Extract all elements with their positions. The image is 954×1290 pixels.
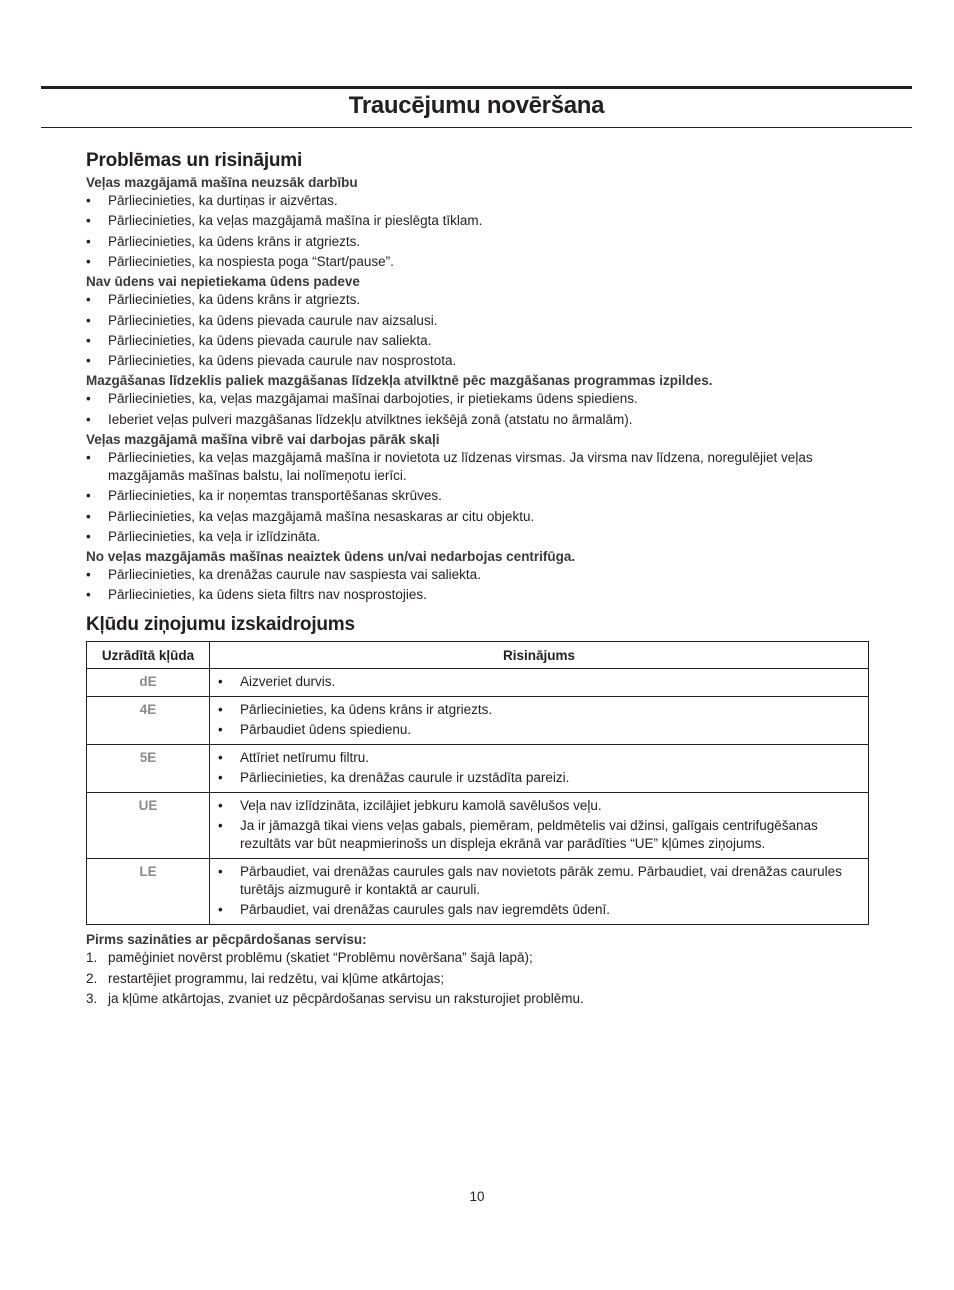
col-header-solution: Risinājums [210, 642, 869, 669]
list-item: • Pārliecinieties, ka ūdens pievada caurule nav nosprostota. [86, 352, 869, 370]
step-text: ja kļūme atkārtojas, zvaniet uz pēcpārdošanas servisu un raksturojiet problēmu. [108, 991, 584, 1007]
list-item: • Pārliecinieties, ka veļas mazgājamā mašīna ir novietota uz līdzenas virsmas. Ja virsma nav līdzena, noregulējiet veļas mazgājamās mašīnas balstu, lai nolīmeņotu ierīci. [86, 449, 869, 485]
list-item: • Pārliecinieties, ka ūdens krāns ir atgriezts. [218, 701, 862, 719]
error-solution [210, 697, 869, 745]
title-rule-top [41, 86, 912, 89]
step-number: 1. [86, 950, 98, 966]
list-item: • Pārbaudiet ūdens spiedienu. [218, 721, 862, 739]
title-rule-bottom [41, 127, 912, 128]
step-text: restartējiet programmu, lai redzētu, vai kļūme atkārtojas; [108, 970, 445, 986]
step-number: 2. [86, 970, 98, 986]
problem-groups [86, 175, 869, 604]
problem-list [86, 449, 869, 546]
list-item: • Pārliecinieties, ka durtiņas ir aizvērtas. [86, 192, 869, 210]
step-item [86, 990, 869, 1008]
problem-list [86, 192, 869, 271]
error-solution [210, 859, 869, 925]
table-row [87, 745, 869, 793]
list-item: • Pārliecinieties, ka ūdens krāns ir atgriezts. [86, 291, 869, 309]
list-item: • Pārliecinieties, ka, veļas mazgājamai mašīnai darbojoties, ir pietiekams ūdens spiediens. [86, 390, 869, 408]
error-code: UE [87, 793, 210, 859]
solution-list [218, 673, 862, 691]
problem-list [86, 566, 869, 604]
problem-list [86, 390, 869, 428]
step-text: pamēģiniet novērst problēmu (skatiet “Problēmu novēršana” šajā lapā); [108, 950, 533, 966]
step-number: 3. [86, 991, 98, 1007]
page-number: 10 [469, 1189, 485, 1204]
error-code: 5E [87, 745, 210, 793]
errors-heading: Kļūdu ziņojumu izskaidrojums [86, 614, 355, 636]
step-item [86, 949, 869, 967]
list-item: • Pārbaudiet, vai drenāžas caurules gals nav iegremdēts ūdenī. [218, 901, 862, 919]
list-item: • Aizveriet durvis. [218, 673, 862, 691]
error-table-header [87, 642, 869, 669]
list-item: • Ja ir jāmazgā tikai viens veļas gabals, piemēram, peldmētelis vai džinsi, galīgais centrifugēšanas rezultāts var būt neapmierinošs un displeja ekrānā var parādīties “UE” kļūmes ziņojums. [218, 817, 862, 853]
list-item: • Pārliecinieties, ka drenāžas caurule nav saspiesta vai saliekta. [86, 566, 869, 584]
table-row [87, 859, 869, 925]
contact-title: Pirms sazināties ar pēcpārdošanas servisu: [86, 932, 367, 948]
table-row [87, 669, 869, 697]
error-solution [210, 793, 869, 859]
list-item: • Ieberiet veļas pulveri mazgāšanas līdzekļu atvilktnes iekšējā zonā (atstatu no ārmalām). [86, 411, 869, 429]
problem-list [86, 291, 869, 370]
error-code: 4E [87, 697, 210, 745]
solution-list [218, 749, 862, 787]
problem-title: No veļas mazgājamās mašīnas neaiztek ūdens un/vai nedarbojas centrifūga. [86, 548, 576, 564]
problem-title: Nav ūdens vai nepietiekama ūdens padeve [86, 274, 360, 290]
list-item: • Pārliecinieties, ka ūdens pievada caurule nav saliekta. [86, 332, 869, 350]
problem-title: Veļas mazgājamā mašīna vibrē vai darbojas pārāk skaļi [86, 431, 440, 447]
solution-list [218, 797, 862, 853]
list-item: • Pārliecinieties, ka ūdens sieta filtrs nav nosprostojies. [86, 586, 869, 604]
problems-heading: Problēmas un risinājumi [86, 150, 303, 171]
list-item: • Pārliecinieties, ka drenāžas caurule ir uzstādīta pareizi. [218, 769, 862, 787]
list-item: • Pārliecinieties, ka ūdens pievada caurule nav aizsalusi. [86, 312, 869, 330]
list-item: • Pārliecinieties, ka veļas mazgājamā mašīna ir pieslēgta tīklam. [86, 212, 869, 230]
list-item: • Pārliecinieties, ka veļas mazgājamā mašīna nesaskaras ar citu objektu. [86, 508, 869, 526]
col-header-code: Uzrādītā kļūda [87, 642, 210, 669]
table-row [87, 697, 869, 745]
solution-list [218, 863, 862, 919]
list-item: • Veļa nav izlīdzināta, izcilājiet jebkuru kamolā savēlušos veļu. [218, 797, 862, 815]
step-item [86, 970, 869, 988]
table-row [87, 793, 869, 859]
list-item: • Attīriet netīrumu filtru. [218, 749, 862, 767]
list-item: • Pārliecinieties, ka ir noņemtas transportēšanas skrūves. [86, 487, 869, 505]
error-solution [210, 669, 869, 697]
error-table [86, 641, 869, 925]
list-item: • Pārliecinieties, ka veļa ir izlīdzināta. [86, 528, 869, 546]
contact-steps [86, 949, 869, 1008]
page-title: Traucējumu novēršana [348, 92, 605, 119]
problem-title: Veļas mazgājamā mašīna neuzsāk darbību [86, 175, 358, 190]
list-item: • Pārliecinieties, ka ūdens krāns ir atgriezts. [86, 233, 869, 251]
error-solution [210, 745, 869, 793]
problem-title: Mazgāšanas līdzeklis paliek mazgāšanas līdzekļa atvilktnē pēc mazgāšanas programmas izpildes. [86, 373, 713, 389]
error-code: dE [87, 669, 210, 697]
solution-list [218, 701, 862, 739]
list-item: • Pārbaudiet, vai drenāžas caurules gals nav novietots pārāk zemu. Pārbaudiet, vai drenāžas caurules turētājs aizmugurē ir kontaktā ar cauruli. [218, 863, 862, 899]
page-content [86, 150, 869, 1010]
error-code: LE [87, 859, 210, 925]
error-table-body [87, 669, 869, 925]
list-item: • Pārliecinieties, ka nospiesta poga “Start/pause”. [86, 253, 869, 271]
